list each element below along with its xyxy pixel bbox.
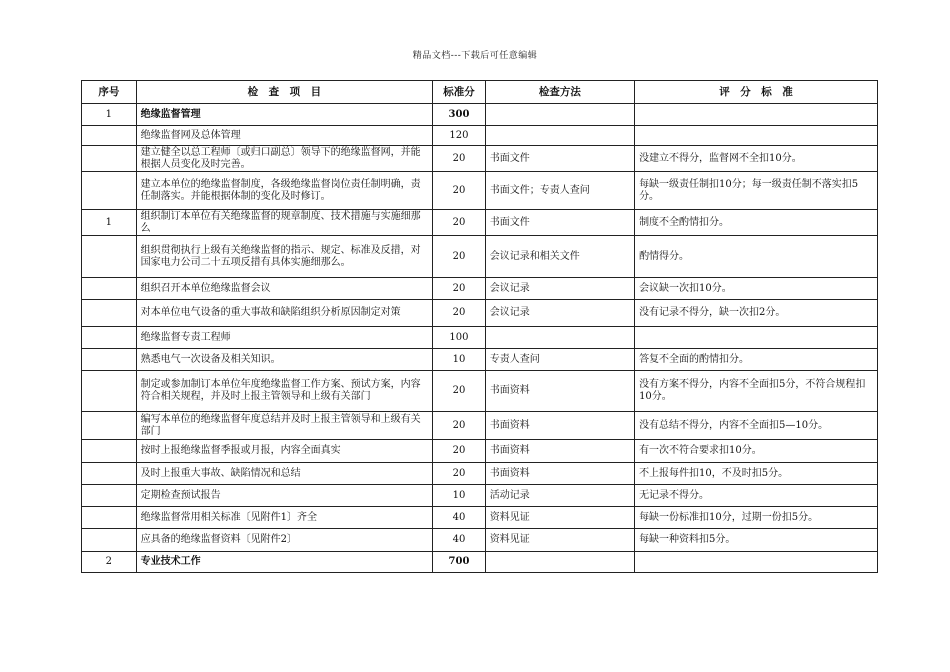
table-row (82, 412, 878, 440)
cell-no (82, 485, 137, 507)
cell-evaluation: 没有记录不得分，缺一次扣2分。 (635, 300, 878, 327)
cell-method: 书面资料 (485, 463, 634, 485)
cell-item: 编写本单位的绝缘监督年度总结并及时上报主管领导和上级有关部门 (136, 412, 433, 440)
cell-evaluation: 会议缺一次扣10分。 (635, 278, 878, 300)
cell-item: 组织制订本单位有关绝缘监督的规章制度、技术措施与实施细那么 (136, 210, 433, 236)
cell-score: 20 (433, 210, 486, 236)
cell-item: 组织召开本单位绝缘监督会议 (136, 278, 433, 300)
cell-item: 制定或参加制订本单位年度绝缘监督工作方案、预试方案，内容符合相关规程，并及时上报主管领导和上级有关部门 (136, 371, 433, 412)
cell-evaluation: 酌情得分。 (635, 236, 878, 278)
cell-method: 书面资料 (485, 371, 634, 412)
cell-no: 1 (82, 104, 137, 126)
cell-no (82, 440, 137, 463)
cell-no (82, 371, 137, 412)
cell-no (82, 349, 137, 371)
table-row (82, 126, 878, 146)
cell-method: 会议记录 (485, 300, 634, 327)
cell-evaluation (635, 552, 878, 573)
cell-item: 建立健全以总工程师〔或归口副总〕领导下的绝缘监督网，并能根据人员变化及时完善。 (136, 146, 433, 172)
cell-method: 书面资料 (485, 440, 634, 463)
cell-no (82, 278, 137, 300)
cell-item: 熟悉电气一次设备及相关知识。 (136, 349, 433, 371)
cell-item: 绝缘监督专责工程师 (136, 327, 433, 349)
cell-score: 20 (433, 371, 486, 412)
header-method: 检查方法 (485, 81, 634, 104)
table-row (82, 529, 878, 552)
table-row (82, 463, 878, 485)
cell-method: 会议记录 (485, 278, 634, 300)
cell-method: 书面文件；专责人查问 (485, 172, 634, 210)
cell-no (82, 327, 137, 349)
cell-score: 10 (433, 349, 486, 371)
header-score: 标准分 (433, 81, 486, 104)
table-row (82, 146, 878, 172)
cell-item: 绝缘监督常用相关标准〔见附件1〕齐全 (136, 507, 433, 529)
cell-method: 书面文件 (485, 146, 634, 172)
cell-evaluation: 无记录不得分。 (635, 485, 878, 507)
cell-item: 对本单位电气设备的重大事故和缺陷组织分析原因制定对策 (136, 300, 433, 327)
page-header-note: 精品文档---下载后可任意编辑 (412, 51, 538, 61)
cell-no (82, 507, 137, 529)
cell-score: 20 (433, 278, 486, 300)
cell-method (485, 327, 634, 349)
cell-no (82, 146, 137, 172)
table-row (82, 278, 878, 300)
cell-item: 建立本单位的绝缘监督制度，各级绝缘监督岗位责任制明确，责任制落实。并能根据体制的变化及时修订。 (136, 172, 433, 210)
header-item: 检 查 项 目 (136, 81, 433, 104)
cell-no (82, 529, 137, 552)
table-row (82, 349, 878, 371)
cell-no: 1 (82, 210, 137, 236)
cell-score: 100 (433, 327, 486, 349)
cell-score: 700 (433, 552, 486, 573)
cell-score: 10 (433, 485, 486, 507)
cell-method (485, 552, 634, 573)
cell-method (485, 126, 634, 146)
cell-item: 及时上报重大事故、缺陷情况和总结 (136, 463, 433, 485)
table-row (82, 104, 878, 126)
cell-score: 300 (433, 104, 486, 126)
cell-item: 专业技术工作 (136, 552, 433, 573)
table-row (82, 485, 878, 507)
cell-method: 资料见证 (485, 507, 634, 529)
cell-evaluation: 不上报每件扣10，不及时扣5分。 (635, 463, 878, 485)
table-row (82, 552, 878, 573)
cell-evaluation: 每缺一级责任制扣10分；每一级责任制不落实扣5分。 (635, 172, 878, 210)
table-body (82, 104, 878, 573)
cell-item: 应具备的绝缘监督资料〔见附件2〕 (136, 529, 433, 552)
table-row (82, 327, 878, 349)
cell-method: 活动记录 (485, 485, 634, 507)
cell-evaluation: 没有方案不得分，内容不全面扣5分，不符合规程扣10分。 (635, 371, 878, 412)
cell-score: 120 (433, 126, 486, 146)
header-evaluation: 评 分 标 准 (635, 81, 878, 104)
cell-method (485, 104, 634, 126)
cell-score: 20 (433, 146, 486, 172)
cell-evaluation: 没建立不得分，监督网不全扣10分。 (635, 146, 878, 172)
inspection-table (81, 80, 878, 573)
cell-score: 20 (433, 236, 486, 278)
cell-no (82, 236, 137, 278)
cell-item: 绝缘监督网及总体管理 (136, 126, 433, 146)
cell-method: 资料见证 (485, 529, 634, 552)
cell-no: 2 (82, 552, 137, 573)
cell-evaluation: 每缺一种资料扣5分。 (635, 529, 878, 552)
cell-score: 20 (433, 412, 486, 440)
cell-score: 20 (433, 463, 486, 485)
table-row (82, 172, 878, 210)
table-row (82, 507, 878, 529)
cell-evaluation: 有一次不符合要求扣10分。 (635, 440, 878, 463)
cell-no (82, 300, 137, 327)
cell-item: 定期检查预试报告 (136, 485, 433, 507)
cell-no (82, 172, 137, 210)
table-row (82, 236, 878, 278)
table-row (82, 371, 878, 412)
cell-evaluation (635, 104, 878, 126)
cell-evaluation: 制度不全酌情扣分。 (635, 210, 878, 236)
cell-score: 20 (433, 172, 486, 210)
cell-evaluation (635, 327, 878, 349)
cell-evaluation: 答复不全面的酌情扣分。 (635, 349, 878, 371)
table-row (82, 300, 878, 327)
cell-score: 40 (433, 529, 486, 552)
cell-no (82, 412, 137, 440)
cell-no (82, 126, 137, 146)
cell-evaluation: 没有总结不得分，内容不全面扣5—10分。 (635, 412, 878, 440)
cell-evaluation: 每缺一份标准扣10分，过期一份扣5分。 (635, 507, 878, 529)
cell-score: 20 (433, 300, 486, 327)
cell-score: 40 (433, 507, 486, 529)
header-no: 序号 (82, 81, 137, 104)
cell-item: 绝缘监督管理 (136, 104, 433, 126)
cell-method: 书面资料 (485, 412, 634, 440)
cell-method: 书面文件 (485, 210, 634, 236)
cell-evaluation (635, 126, 878, 146)
cell-score: 20 (433, 440, 486, 463)
table-row (82, 210, 878, 236)
table-row (82, 440, 878, 463)
table-header-row (82, 81, 878, 104)
cell-method: 专责人查问 (485, 349, 634, 371)
cell-method: 会议记录和相关文件 (485, 236, 634, 278)
cell-item: 组织贯彻执行上级有关绝缘监督的指示、规定、标准及反措，对国家电力公司二十五项反措有具体实施细那么。 (136, 236, 433, 278)
cell-item: 按时上报绝缘监督季报或月报，内容全面真实 (136, 440, 433, 463)
cell-no (82, 463, 137, 485)
